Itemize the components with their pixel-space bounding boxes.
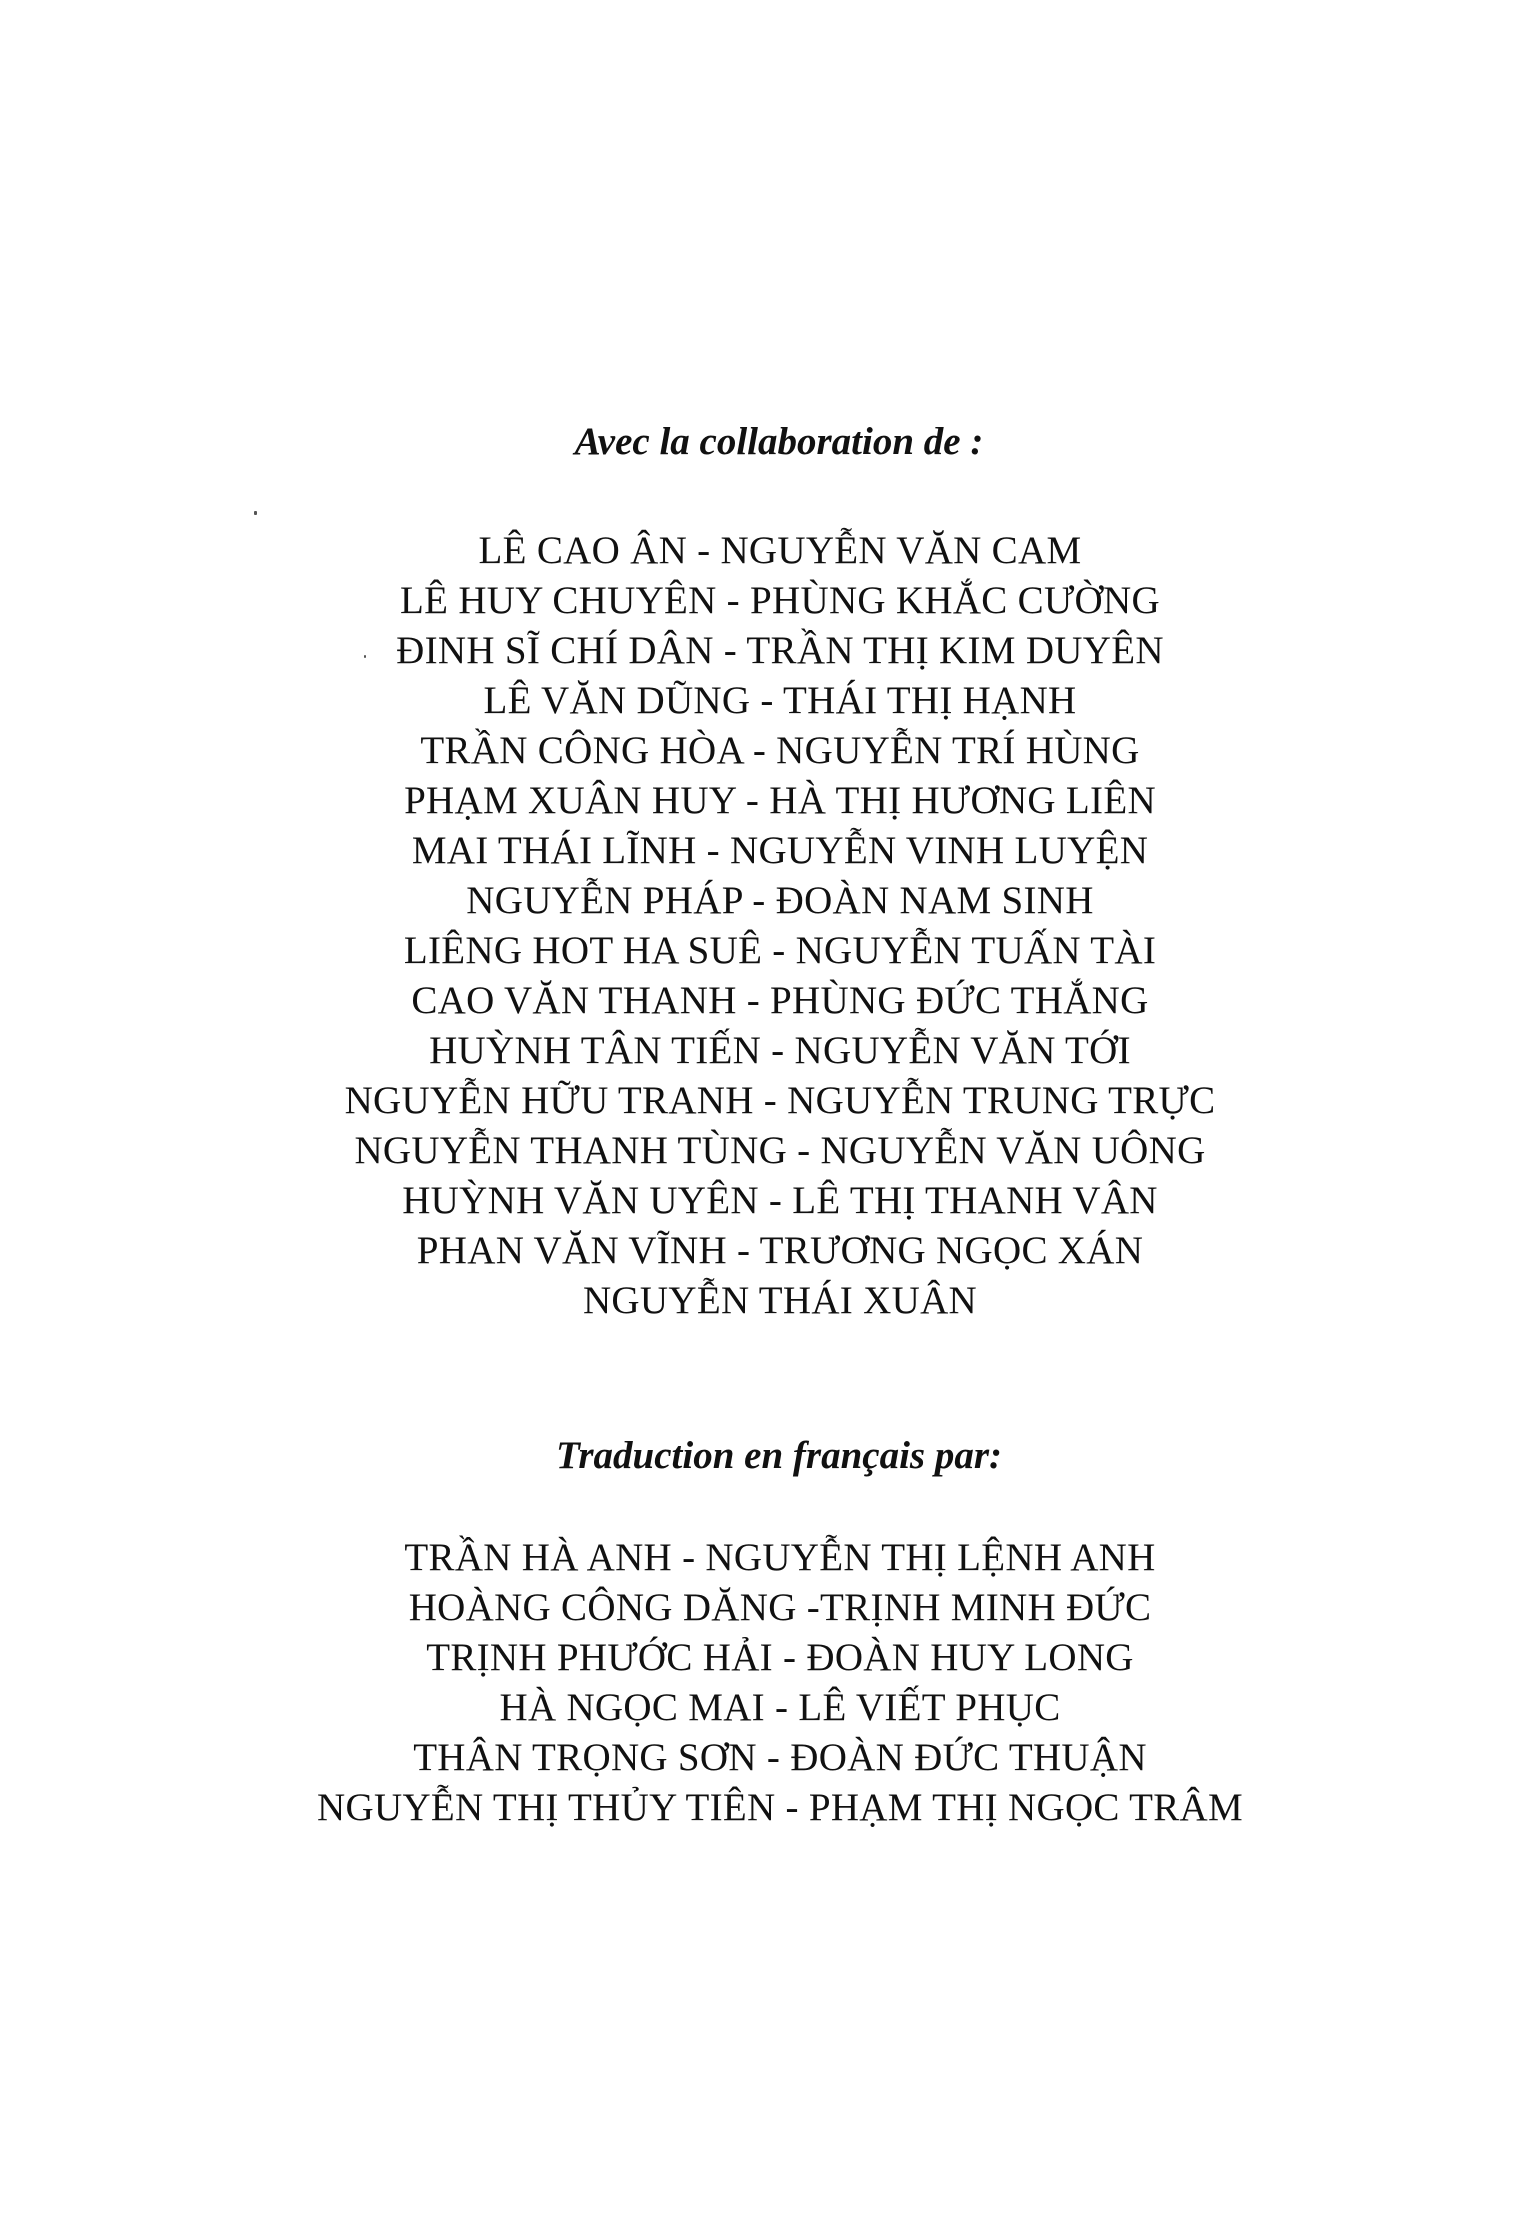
- translator-line: TRẦN HÀ ANH - NGUYỄN THỊ LỆNH ANH: [404, 1536, 1156, 1579]
- translator-line: HÀ NGỌC MAI - LÊ VIẾT PHỤC: [499, 1686, 1061, 1729]
- collaborator-line: NGUYỄN HỮU TRANH - NGUYỄN TRUNG TRỰC: [344, 1079, 1216, 1122]
- translation-heading: Traduction en français par:: [555, 1434, 1002, 1477]
- collaborator-line: PHAN VĂN VĨNH - TRƯƠNG NGỌC XÁN: [416, 1229, 1144, 1272]
- collaborator-line: TRẦN CÔNG HÒA - NGUYỄN TRÍ HÙNG: [420, 729, 1140, 772]
- translator-line: TRỊNH PHƯỚC HẢI - ĐOÀN HUY LONG: [426, 1636, 1134, 1679]
- collaborator-line: LÊ CAO ÂN - NGUYỄN VĂN CAM: [478, 529, 1082, 572]
- collaborator-line: HUỲNH VĂN UYÊN - LÊ THỊ THANH VÂN: [402, 1179, 1158, 1222]
- collaborator-line: LÊ HUY CHUYÊN - PHÙNG KHẮC CƯỜNG: [400, 579, 1160, 622]
- collaborator-line: PHẠM XUÂN HUY - HÀ THỊ HƯƠNG LIÊN: [404, 779, 1156, 822]
- collaborator-line: NGUYỄN THÁI XUÂN: [582, 1279, 978, 1322]
- translator-line: THÂN TRỌNG SƠN - ĐOÀN ĐỨC THUẬN: [413, 1736, 1147, 1779]
- translator-line: HOÀNG CÔNG DĂNG -TRỊNH MINH ĐỨC: [408, 1586, 1152, 1629]
- collaborator-line: NGUYỄN PHÁP - ĐOÀN NAM SINH: [466, 879, 1094, 922]
- collaborator-list: [13, 526, 1534, 1326]
- collaboration-heading: Avec la collaboration de :: [574, 420, 984, 463]
- collaborator-line: HUỲNH TÂN TIẾN - NGUYỄN VĂN TỚI: [429, 1029, 1131, 1072]
- scan-speck: [254, 511, 257, 515]
- collaborator-line: NGUYỄN THANH TÙNG - NGUYỄN VĂN UÔNG: [354, 1129, 1206, 1172]
- translator-list: [13, 1533, 1534, 1833]
- collaborator-line: MAI THÁI LĨNH - NGUYỄN VINH LUYỆN: [411, 829, 1149, 872]
- collaborator-line: ĐINH SĨ CHÍ DÂN - TRẦN THỊ KIM DUYÊN: [396, 629, 1164, 672]
- collaborator-line: LIÊNG HOT HA SUÊ - NGUYỄN TUẤN TÀI: [403, 929, 1157, 972]
- translator-line: NGUYỄN THỊ THỦY TIÊN - PHẠM THỊ NGỌC TRÂM: [317, 1786, 1243, 1829]
- collaborator-line: LÊ VĂN DŨNG - THÁI THỊ HẠNH: [483, 679, 1077, 722]
- collaborator-line: CAO VĂN THANH - PHÙNG ĐỨC THẮNG: [411, 979, 1149, 1022]
